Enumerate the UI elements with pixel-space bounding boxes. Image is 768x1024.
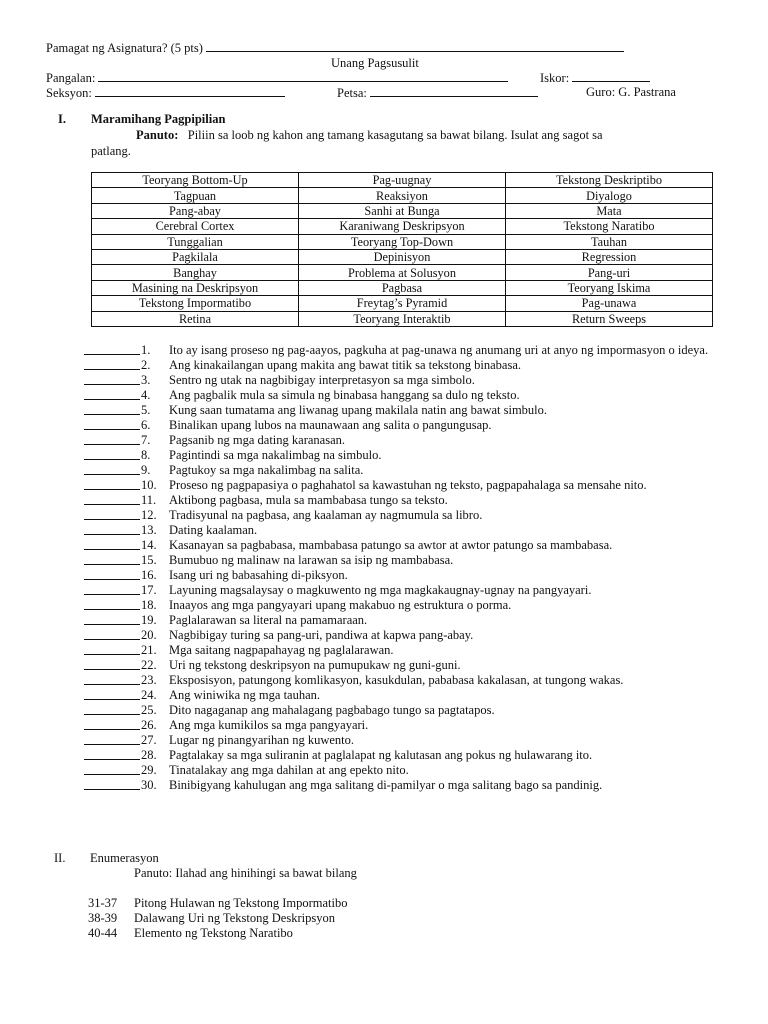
question-text: Dito nagaganap ang mahalagang pagbabago tungo sa pagtatapos. xyxy=(169,703,495,717)
question-item xyxy=(84,628,724,643)
answer-blank[interactable] xyxy=(84,613,140,628)
question-number: 7. xyxy=(141,433,151,447)
enumeration-range: 38-39 xyxy=(88,911,118,925)
question-number: 23. xyxy=(141,673,157,687)
choice-cell: Retina xyxy=(92,311,299,326)
question-number: 24. xyxy=(141,688,157,702)
question-item xyxy=(84,673,724,688)
enumeration-text: Dalawang Uri ng Tekstong Deskripsyon xyxy=(134,911,335,925)
question-item xyxy=(84,583,724,598)
subject-label: Pamagat ng Asignatura? (5 pts) xyxy=(46,41,203,55)
choice-cell: Pag-unawa xyxy=(506,296,713,311)
question-text: Ang kinakailangan upang makita ang bawat titik sa tekstong binabasa. xyxy=(169,358,521,372)
question-number: 26. xyxy=(141,718,157,732)
question-text: Tinatalakay ang mga dahilan at ang epekto nito. xyxy=(169,763,409,777)
question-item xyxy=(84,598,724,613)
answer-blank[interactable] xyxy=(84,493,140,508)
question-item xyxy=(84,508,724,523)
question-number: 4. xyxy=(141,388,151,402)
question-number: 5. xyxy=(141,403,151,417)
choice-cell: Tagpuan xyxy=(92,188,299,203)
answer-blank[interactable] xyxy=(84,433,140,448)
question-number: 16. xyxy=(141,568,157,582)
date-field[interactable] xyxy=(370,85,538,97)
question-text: Sentro ng utak na nagbibigay interpretasyon sa mga simbolo. xyxy=(169,373,475,387)
question-item xyxy=(84,748,724,763)
question-text: Mga saitang nagpapahayag ng paglalarawan. xyxy=(169,643,394,657)
question-number: 28. xyxy=(141,748,157,762)
instruction-text: Piliin sa loob ng kahon ang tamang kasagutang sa bawat bilang. Isulat ang sagot sa xyxy=(187,128,603,142)
question-text: Isang uri ng babasahing di-piksyon. xyxy=(169,568,348,582)
answer-blank[interactable] xyxy=(84,763,140,778)
question-item xyxy=(84,433,724,448)
choices-row xyxy=(92,265,713,280)
question-text: Layuning magsalaysay o magkuwento ng mga magkakaugnay-ugnay na pangyayari. xyxy=(169,583,592,597)
part2-numeral: II. xyxy=(54,851,66,865)
question-text: Lugar ng pinangyarihan ng kuwento. xyxy=(169,733,355,747)
choice-cell: Pagbasa xyxy=(299,280,506,295)
question-number: 18. xyxy=(141,598,157,612)
answer-blank[interactable] xyxy=(84,688,140,703)
score-label: Iskor: xyxy=(540,71,570,85)
question-item xyxy=(84,613,724,628)
score-line xyxy=(540,70,650,86)
question-text: Kung saan tumatama ang liwanag upang makilala natin ang bawat simbulo. xyxy=(169,403,548,417)
choice-cell: Return Sweeps xyxy=(506,311,713,326)
section-label: Seksyon: xyxy=(46,86,92,100)
answer-blank[interactable] xyxy=(84,463,140,478)
choice-cell: Tunggalian xyxy=(92,234,299,249)
question-item xyxy=(84,553,724,568)
part1-instruction xyxy=(136,128,603,143)
choice-cell: Teoryang Iskima xyxy=(506,280,713,295)
question-text: Binalikan upang lubos na maunawaan ang salita o pangungusap. xyxy=(169,418,492,432)
choices-row xyxy=(92,296,713,311)
choice-cell: Depinisyon xyxy=(299,249,506,264)
answer-blank[interactable] xyxy=(84,448,140,463)
instruction-label: Panuto: xyxy=(136,128,179,142)
question-text: Aktibong pagbasa, mula sa mambabasa tungo sa teksto. xyxy=(169,493,448,507)
choice-cell: Pang-abay xyxy=(92,203,299,218)
question-text: Nagbibigay turing sa pang-uri, pandiwa at kapwa pang-abay. xyxy=(169,628,474,642)
question-text: Ang pagbalik mula sa simula ng binabasa hanggang sa dulo ng teksto. xyxy=(169,388,520,402)
answer-blank[interactable] xyxy=(84,583,140,598)
question-text: Eksposisyon, patungong komlikasyon, kasukdulan, pababasa kakalasan, at tungong wakas. xyxy=(169,673,624,687)
answer-blank[interactable] xyxy=(84,478,140,493)
question-number: 17. xyxy=(141,583,157,597)
choices-row xyxy=(92,280,713,295)
question-item xyxy=(84,358,724,373)
enumeration-text: Elemento ng Tekstong Naratibo xyxy=(134,926,293,940)
question-item xyxy=(84,643,724,658)
score-field[interactable] xyxy=(572,70,650,82)
question-text: Inaayos ang mga pangyayari upang makabuo ng estruktura o porma. xyxy=(169,598,512,612)
choices-row xyxy=(92,203,713,218)
question-item xyxy=(84,538,724,553)
enumeration-list xyxy=(88,896,347,941)
choice-cell: Sanhi at Bunga xyxy=(299,203,506,218)
answer-blank[interactable] xyxy=(84,358,140,373)
choice-cell: Tekstong Impormatibo xyxy=(92,296,299,311)
question-number: 20. xyxy=(141,628,157,642)
choice-cell: Masining na Deskripsyon xyxy=(92,280,299,295)
question-item xyxy=(84,763,724,778)
question-item xyxy=(84,493,724,508)
subject-line xyxy=(46,40,624,56)
choice-cell: Banghay xyxy=(92,265,299,280)
enumeration-range: 31-37 xyxy=(88,896,118,910)
exam-title: Unang Pagsusulit xyxy=(331,56,419,70)
answer-blank[interactable] xyxy=(84,718,140,733)
question-number: 30. xyxy=(141,778,157,792)
question-text: Ang mga kumikilos sa mga pangyayari. xyxy=(169,718,369,732)
question-item xyxy=(84,403,724,418)
choice-cell: Regression xyxy=(506,249,713,264)
choices-row xyxy=(92,311,713,326)
question-number: 11. xyxy=(141,493,157,507)
choice-cell: Freytag’s Pyramid xyxy=(299,296,506,311)
date-line xyxy=(337,85,538,101)
answer-blank[interactable] xyxy=(84,673,140,688)
enumeration-range: 40-44 xyxy=(88,926,118,940)
answer-blank[interactable] xyxy=(84,643,140,658)
choice-cell: Diyalogo xyxy=(506,188,713,203)
subject-answer-blank[interactable] xyxy=(206,40,624,52)
answer-blank[interactable] xyxy=(84,508,140,523)
question-number: 14. xyxy=(141,538,157,552)
question-number: 1. xyxy=(141,343,151,357)
question-item xyxy=(84,448,724,463)
question-text: Proseso ng pagpapasiya o paghahatol sa kawastuhan ng teksto, pagpapahalaga sa mensahe nito. xyxy=(169,478,647,492)
answer-blank[interactable] xyxy=(84,418,140,433)
choices-row xyxy=(92,188,713,203)
part1-title: Maramihang Pagpipilian xyxy=(91,112,226,126)
question-text: Pagtalakay sa mga suliranin at paglalapat ng kalutasan ang pokus ng hulawarang ito. xyxy=(169,748,593,762)
question-text: Bumubuo ng malinaw na larawan sa isip ng mambabasa. xyxy=(169,553,454,567)
choice-cell: Pag-uugnay xyxy=(299,173,506,188)
answer-blank[interactable] xyxy=(84,778,140,793)
choice-cell: Reaksiyon xyxy=(299,188,506,203)
question-number: 29. xyxy=(141,763,157,777)
question-number: 8. xyxy=(141,448,151,462)
question-text: Uri ng tekstong deskripsyon na pumupukaw ng guni-guni. xyxy=(169,658,461,672)
section-line xyxy=(46,85,285,101)
answer-blank[interactable] xyxy=(84,388,140,403)
answer-blank[interactable] xyxy=(84,403,140,418)
question-text: Binibigyang kahulugan ang mga salitang di-pamilyar o mga salitang bago sa pandinig. xyxy=(169,778,603,792)
choice-cell: Teoryang Bottom-Up xyxy=(92,173,299,188)
choice-cell: Tekstong Deskriptibo xyxy=(506,173,713,188)
choices-row xyxy=(92,173,713,188)
question-text: Pagtukoy sa mga nakalimbag na salita. xyxy=(169,463,364,477)
choice-cell: Pagkilala xyxy=(92,249,299,264)
enumeration-item xyxy=(88,911,347,926)
answer-blank[interactable] xyxy=(84,733,140,748)
question-number: 21. xyxy=(141,643,157,657)
question-item xyxy=(84,778,724,793)
choices-table xyxy=(91,172,713,327)
answer-blank[interactable] xyxy=(84,628,140,643)
question-number: 12. xyxy=(141,508,157,522)
answer-blank[interactable] xyxy=(84,568,140,583)
answer-blank[interactable] xyxy=(84,553,140,568)
choice-cell: Teoryang Top-Down xyxy=(299,234,506,249)
question-item xyxy=(84,658,724,673)
name-line xyxy=(46,70,508,86)
question-text: Tradisyunal na pagbasa, ang kaalaman ay nagmumula sa libro. xyxy=(169,508,483,522)
question-item xyxy=(84,463,724,478)
name-field[interactable] xyxy=(98,70,508,82)
question-number: 22. xyxy=(141,658,157,672)
question-number: 15. xyxy=(141,553,157,567)
question-number: 9. xyxy=(141,463,151,477)
question-item xyxy=(84,703,724,718)
choice-cell: Cerebral Cortex xyxy=(92,219,299,234)
answer-blank[interactable] xyxy=(84,703,140,718)
question-number: 6. xyxy=(141,418,151,432)
name-label: Pangalan: xyxy=(46,71,96,85)
enumeration-item xyxy=(88,926,347,941)
choice-cell: Mata xyxy=(506,203,713,218)
question-number: 13. xyxy=(141,523,157,537)
question-number: 19. xyxy=(141,613,157,627)
answer-blank[interactable] xyxy=(84,373,140,388)
part2-title: Enumerasyon xyxy=(90,851,159,865)
choices-row xyxy=(92,219,713,234)
question-text: Paglalarawan sa literal na pamamaraan. xyxy=(169,613,368,627)
question-item xyxy=(84,523,724,538)
choice-cell: Karaniwang Deskripsyon xyxy=(299,219,506,234)
question-item xyxy=(84,718,724,733)
choice-cell: Tekstong Naratibo xyxy=(506,219,713,234)
enumeration-item xyxy=(88,896,347,911)
enumeration-text: Pitong Hulawan ng Tekstong Impormatibo xyxy=(134,896,348,910)
question-number: 2. xyxy=(141,358,151,372)
choice-cell: Pang-uri xyxy=(506,265,713,280)
part2-instruction: Panuto: Ilahad ang hinihingi sa bawat bilang xyxy=(134,866,357,880)
answer-blank[interactable] xyxy=(84,538,140,553)
multiple-choice-items xyxy=(84,343,724,793)
teacher-label: Guro: G. Pastrana xyxy=(586,85,676,99)
section-field[interactable] xyxy=(95,85,285,97)
question-number: 3. xyxy=(141,373,151,387)
question-text: Kasanayan sa pagbabasa, mambabasa patungo sa awtor at awtor patungo sa mambabasa. xyxy=(169,538,613,552)
question-item xyxy=(84,688,724,703)
question-text: Ang winiwika ng mga tauhan. xyxy=(169,688,321,702)
question-item xyxy=(84,733,724,748)
question-text: Dating kaalaman. xyxy=(169,523,258,537)
question-text: Pagintindi sa mga nakalimbag na simbulo. xyxy=(169,448,382,462)
choices-row xyxy=(92,249,713,264)
part1-numeral: I. xyxy=(58,112,66,126)
answer-blank[interactable] xyxy=(84,343,140,358)
date-label: Petsa: xyxy=(337,86,367,100)
question-item xyxy=(84,478,724,493)
question-item xyxy=(84,343,724,358)
answer-blank[interactable] xyxy=(84,598,140,613)
question-text: Ito ay isang proseso ng pag-aayos, pagkuha at pag-unawa ng anumang uri at anyo ng impormasyon o ideya. xyxy=(169,343,709,357)
question-item xyxy=(84,388,724,403)
part1-instruction-cont: patlang. xyxy=(91,144,131,158)
answer-blank[interactable] xyxy=(84,523,140,538)
choices-row xyxy=(92,234,713,249)
question-item xyxy=(84,568,724,583)
question-number: 25. xyxy=(141,703,157,717)
question-item xyxy=(84,373,724,388)
choice-cell: Tauhan xyxy=(506,234,713,249)
choice-cell: Problema at Solusyon xyxy=(299,265,506,280)
question-item xyxy=(84,418,724,433)
answer-blank[interactable] xyxy=(84,658,140,673)
question-text: Pagsanib ng mga dating karanasan. xyxy=(169,433,345,447)
question-number: 27. xyxy=(141,733,157,747)
choice-cell: Teoryang Interaktib xyxy=(299,311,506,326)
answer-blank[interactable] xyxy=(84,748,140,763)
question-number: 10. xyxy=(141,478,157,492)
